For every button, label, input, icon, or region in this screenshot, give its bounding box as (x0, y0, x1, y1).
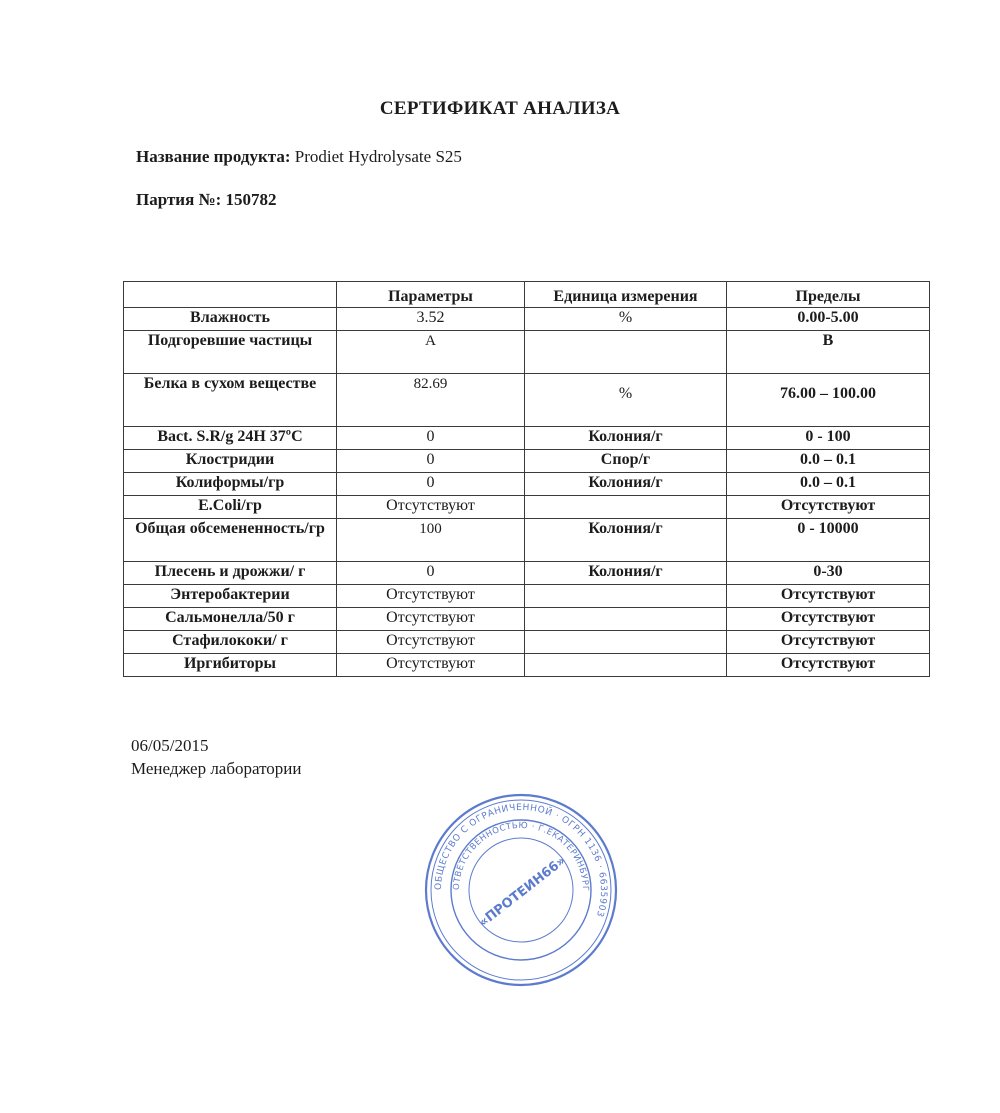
row-limit: Отсутствуют (727, 608, 930, 631)
row-unit (525, 331, 727, 374)
batch-number-value: 150782 (225, 190, 277, 209)
row-name: Bact. S.R/g 24H 37ºC (124, 427, 337, 450)
header-cell-parameters: Параметры (337, 282, 525, 308)
row-value: 100 (337, 519, 525, 562)
row-name: Белка в сухом веществе (124, 374, 337, 427)
row-unit: Колония/г (525, 473, 727, 496)
row-limit: Отсутствуют (727, 631, 930, 654)
batch-number-field (136, 190, 277, 210)
table-row (124, 374, 930, 427)
row-name: Колиформы/гр (124, 473, 337, 496)
row-limit: 0.00-5.00 (727, 308, 930, 331)
row-name: Влажность (124, 308, 337, 331)
table-header-row (124, 282, 930, 308)
table-row (124, 562, 930, 585)
row-value: 0 (337, 473, 525, 496)
table-row (124, 473, 930, 496)
product-name-label: Название продукта: (136, 147, 291, 166)
header-cell-unit: Единица измерения (525, 282, 727, 308)
product-name-value: Prodiet Hydrolysate S25 (294, 147, 462, 166)
row-unit: Спор/г (525, 450, 727, 473)
certificate-date: 06/05/2015 (131, 736, 209, 755)
row-name: Клостридии (124, 450, 337, 473)
row-value: 0 (337, 427, 525, 450)
row-unit (525, 608, 727, 631)
row-name: Подгоревшие частицы (124, 331, 337, 374)
row-value: A (337, 331, 525, 374)
stamp-center-text: «ПРОТЕИН66» (476, 853, 569, 931)
product-name-field (136, 147, 462, 167)
row-unit (525, 654, 727, 677)
row-name: Сальмонелла/50 г (124, 608, 337, 631)
row-value: Отсутствуют (337, 608, 525, 631)
table-row (124, 496, 930, 519)
row-limit: Отсутствуют (727, 496, 930, 519)
row-limit: 0.0 – 0.1 (727, 450, 930, 473)
table-row (124, 331, 930, 374)
row-value: Отсутствуют (337, 654, 525, 677)
table-row (124, 450, 930, 473)
header-cell-limits: Пределы (727, 282, 930, 308)
row-unit: % (525, 308, 727, 331)
row-value: 0 (337, 450, 525, 473)
row-unit (525, 496, 727, 519)
signatory-role: Менеджер лаборатории (131, 759, 302, 778)
row-value: Отсутствуют (337, 631, 525, 654)
table-row (124, 427, 930, 450)
company-seal-stamp (421, 790, 621, 990)
row-name: Иргибиторы (124, 654, 337, 677)
table-row (124, 519, 930, 562)
header-cell-name (124, 282, 337, 308)
svg-text:ОТВЕТСТВЕННОСТЬЮ · Г.ЕКАТЕРИНБ (452, 821, 590, 892)
stamp-inner-ring-text: ОТВЕТСТВЕННОСТЬЮ · Г.ЕКАТЕРИНБУРГ (451, 820, 591, 892)
row-limit: 76.00 – 100.00 (727, 374, 930, 427)
table-row (124, 585, 930, 608)
analysis-table (123, 281, 930, 677)
row-name: Энтеробактерии (124, 585, 337, 608)
row-limit: 0 - 10000 (727, 519, 930, 562)
row-unit (525, 631, 727, 654)
row-limit: 0-30 (727, 562, 930, 585)
row-value: 3.52 (337, 308, 525, 331)
row-limit: Отсутствуют (727, 585, 930, 608)
table-row (124, 308, 930, 331)
row-name: E.Coli/гр (124, 496, 337, 519)
stamp-outer-ring-text: ОБЩЕСТВО С ОГРАНИЧЕННОЙ · ОГРН 1136 · 6635903 (433, 802, 609, 919)
batch-number-label: Партия №: (136, 190, 222, 209)
table-row (124, 631, 930, 654)
row-name: Общая обсемененность/гр (124, 519, 337, 562)
row-name: Плесень и дрожжи/ г (124, 562, 337, 585)
table-row (124, 654, 930, 677)
row-limit: 0 - 100 (727, 427, 930, 450)
row-value: 82.69 (337, 374, 525, 427)
row-limit: Отсутствуют (727, 654, 930, 677)
row-unit: Колония/г (525, 427, 727, 450)
row-value: Отсутствуют (337, 496, 525, 519)
row-unit: Колония/г (525, 562, 727, 585)
row-limit: 0.0 – 0.1 (727, 473, 930, 496)
row-value: 0 (337, 562, 525, 585)
table-row (124, 608, 930, 631)
row-unit (525, 585, 727, 608)
row-unit: % (525, 374, 727, 427)
row-unit: Колония/г (525, 519, 727, 562)
row-limit: B (727, 331, 930, 374)
document-title: СЕРТИФИКАТ АНАЛИЗА (379, 98, 621, 119)
row-value: Отсутствуют (337, 585, 525, 608)
row-name: Стафилококи/ г (124, 631, 337, 654)
